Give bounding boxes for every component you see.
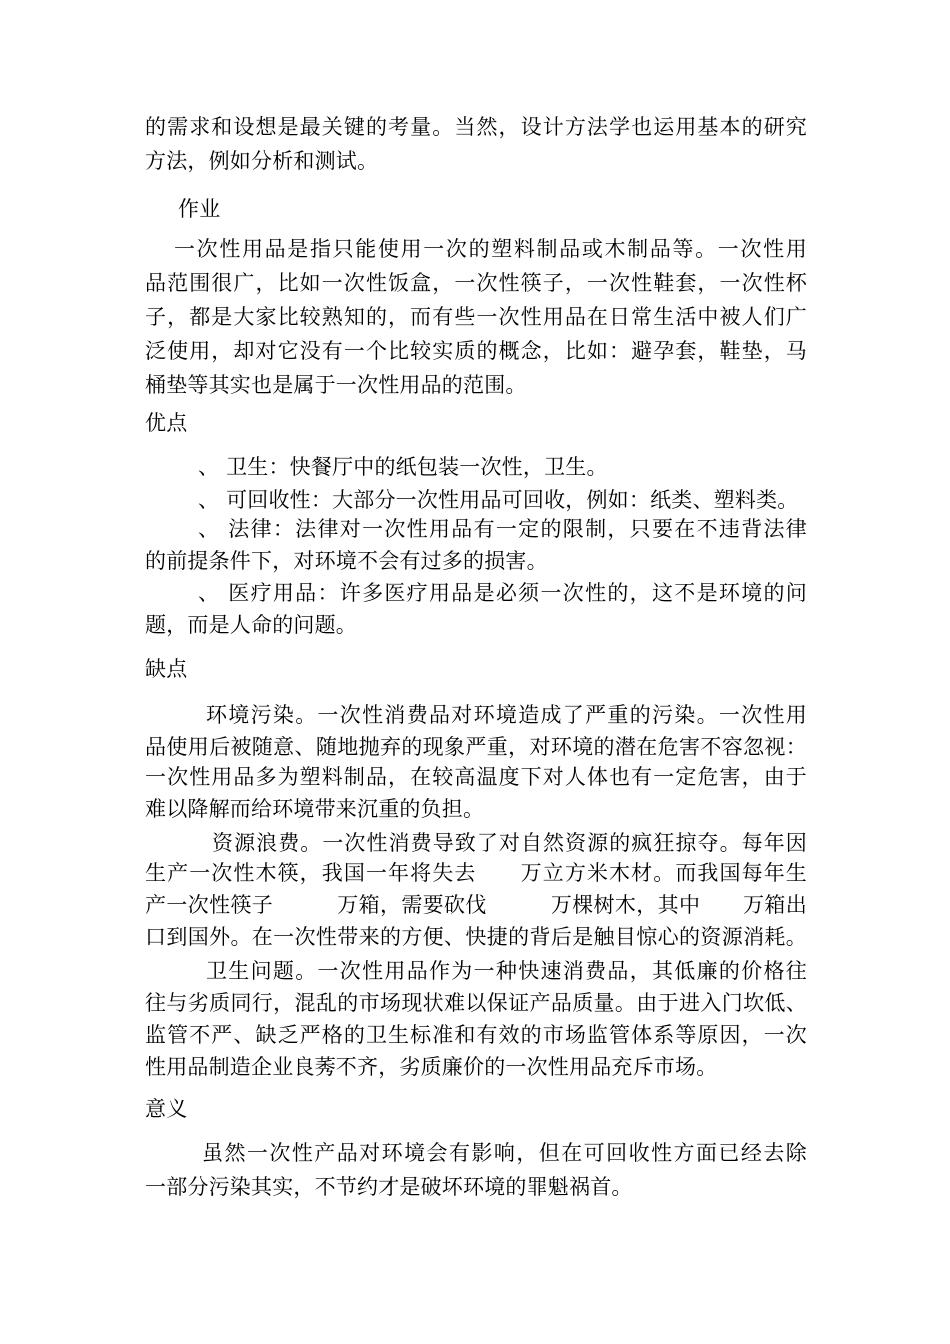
definition-line-3: 子，都是大家比较熟知的，而有些一次性用品在日常生活中被人们广 (145, 305, 807, 329)
hygiene-line-1: 卫生问题。一次性用品作为一种快速消费品，其低廉的价格往 (206, 959, 807, 983)
definition-line-5: 桶垫等其实也是属于一次性用品的范围。 (145, 373, 527, 397)
heading-significance: 意义 (145, 1097, 188, 1121)
significance-line-1: 虽然一次性产品对环境会有影响，但在可回收性方面已经去除 (202, 1141, 807, 1165)
waste-line-2: 生产一次性木筷，我国一年将失去 万立方米木材。而我国每年生 (145, 861, 807, 885)
waste-line-4: 口到国外。在一次性带来的方便、快捷的背后是触目惊心的资源消耗。 (145, 925, 807, 949)
hygiene-line-4: 性用品制造企业良莠不齐，劣质廉价的一次性用品充斥市场。 (145, 1055, 718, 1079)
heading-assignment: 作业 (178, 197, 221, 221)
pollution-line-1: 环境污染。一次性消费品对环境造成了严重的污染。一次性用 (206, 703, 807, 727)
hygiene-line-3: 监管不严、缺乏严格的卫生标准和有效的市场监管体系等原因，一次 (145, 1023, 807, 1047)
intro-line-1: 的需求和设想是最关键的考量。当然，设计方法学也运用基本的研究 (145, 115, 807, 139)
pollution-line-3: 一次性用品多为塑料制品，在较高温度下对人体也有一定危害，由于 (145, 765, 807, 789)
pollution-line-2: 品使用后被随意、随地抛弃的现象严重，对环境的潜在危害不容忽视： (145, 735, 807, 759)
advantage-item-law: 、 法律：法律对一次性用品有一定的限制，只要在不违背法律 (198, 517, 807, 541)
waste-line-3: 产一次性筷子 万箱，需要砍伐 万棵树木，其中 万箱出 (145, 893, 807, 917)
advantage-item-law-cont: 的前提条件下，对环境不会有过多的损害。 (145, 549, 548, 573)
advantage-item-medical-cont: 题，而是人命的问题。 (145, 613, 357, 637)
pollution-line-4: 难以降解而给环境带来沉重的负担。 (145, 797, 485, 821)
hygiene-line-2: 往与劣质同行，混乱的市场现状难以保证产品质量。由于进入门坎低、 (145, 991, 807, 1015)
waste-line-1: 资源浪费。一次性消费导致了对自然资源的疯狂掠夺。每年因 (212, 831, 807, 855)
definition-line-1: 一次性用品是指只能使用一次的塑料制品或木制品等。一次性用 (174, 237, 807, 261)
definition-line-2: 品范围很广，比如一次性饭盒，一次性筷子，一次性鞋套，一次性杯 (145, 271, 807, 295)
heading-advantages: 优点 (145, 411, 188, 435)
intro-line-2: 方法，例如分析和测试。 (145, 149, 379, 173)
significance-line-2: 一部分污染其实，不节约才是破坏环境的罪魁祸首。 (145, 1175, 633, 1199)
advantage-item-medical: 、 医疗用品：许多医疗用品是必须一次性的，这不是环境的问 (198, 581, 807, 605)
heading-disadvantages: 缺点 (145, 657, 188, 681)
advantage-item-hygiene: 、 卫生：快餐厅中的纸包装一次性，卫生。 (198, 455, 608, 479)
definition-line-4: 泛使用，却对它没有一个比较实质的概念，比如：避孕套，鞋垫，马 (145, 339, 807, 363)
advantage-item-recyclable: 、 可回收性：大部分一次性用品可回收，例如：纸类、塑料类。 (198, 488, 799, 512)
